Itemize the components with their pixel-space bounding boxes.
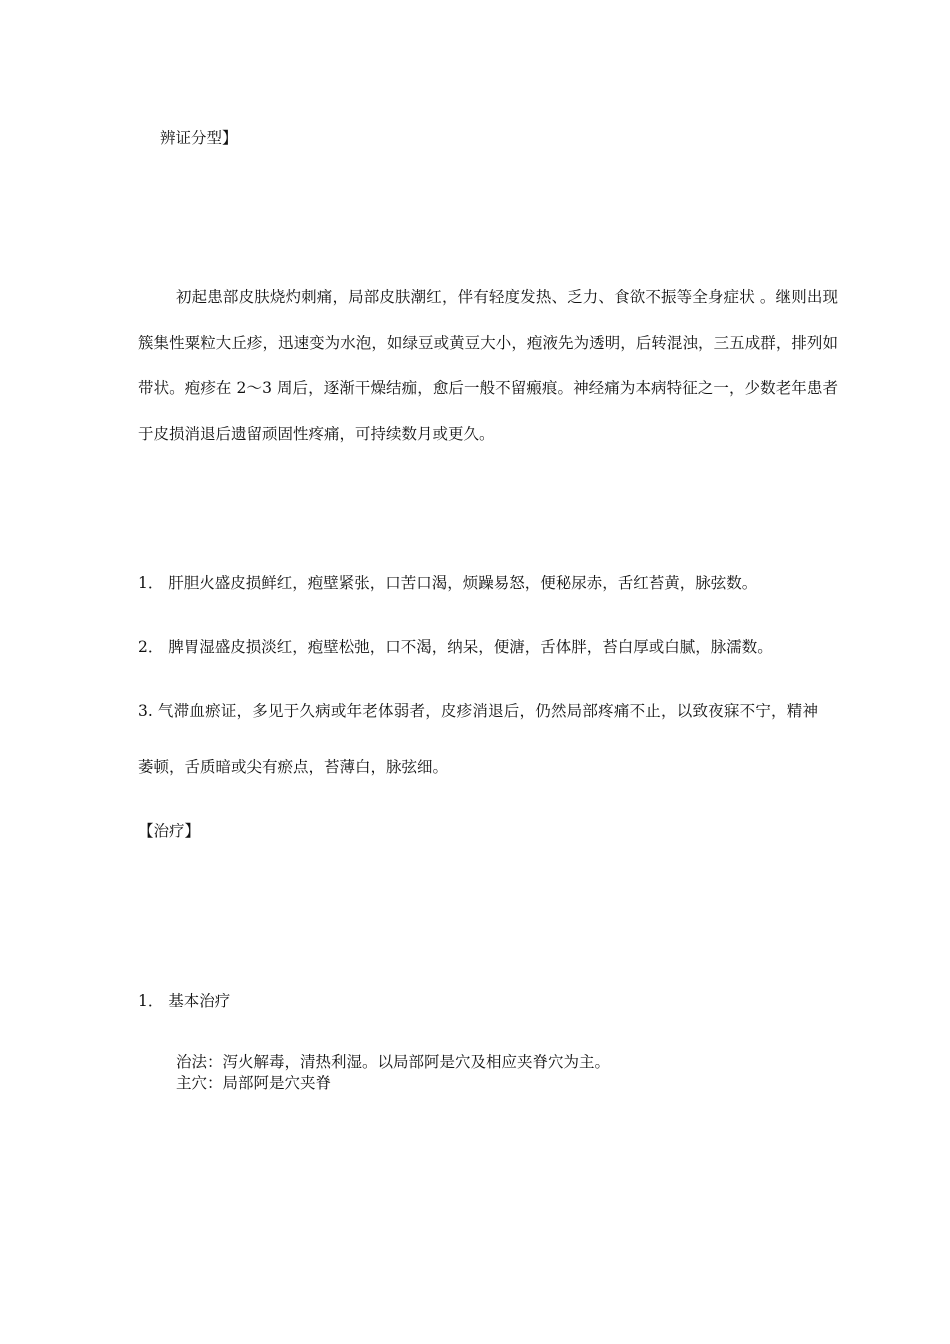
treatment-details <box>176 1052 610 1094</box>
basic-treatment-heading: 1． 基本治疗 <box>138 992 231 1010</box>
treatment-method: 治法：泻火解毒，清热利湿。以局部阿是穴及相应夹脊穴为主。 <box>176 1053 611 1071</box>
type-item-2: 2． 脾胃湿盛皮损淡红，疱壁松弛，口不渴，纳呆，便溏，舌体胖，苔白厚或白腻，脉濡数。 <box>138 638 773 656</box>
main-acupoints: 主穴：局部阿是穴夹脊 <box>176 1074 332 1092</box>
type-item-1: 1． 肝胆火盛皮损鲜红，疱壁紧张，口苦口渴，烦躁易怒，便秘尿赤，舌红苔黄，脉弦数。 <box>138 574 758 592</box>
type-item-3: 3. 气滞血瘀证，多见于久病或年老体弱者，皮疹消退后，仍然局部疼痛不止，以致夜寐不宁，精神萎顿，舌质暗或尖有瘀点，苔薄白，脉弦细。 <box>138 702 818 776</box>
section-heading-treatment: 【治疗】 <box>138 822 201 840</box>
section-heading-diagnosis: 辨证分型】 <box>160 129 238 147</box>
description-paragraph: 初起患部皮肤烧灼刺痛，局部皮肤潮红，伴有轻度发热、乏力、食欲不振等全身症状 。继则出现簇集性粟粒大丘疹，迅速变为水泡，如绿豆或黄豆大小，疱液先为透明，后转混浊，三五成群，排列如带状。疱疹在 2～3 周后，逐渐干燥结痂，愈后一般不留瘢痕。神经痛为本病特征之一，少数老年患者于皮损消退后遗留顽固性疼痛，可持续数月或更久。 <box>138 288 838 443</box>
